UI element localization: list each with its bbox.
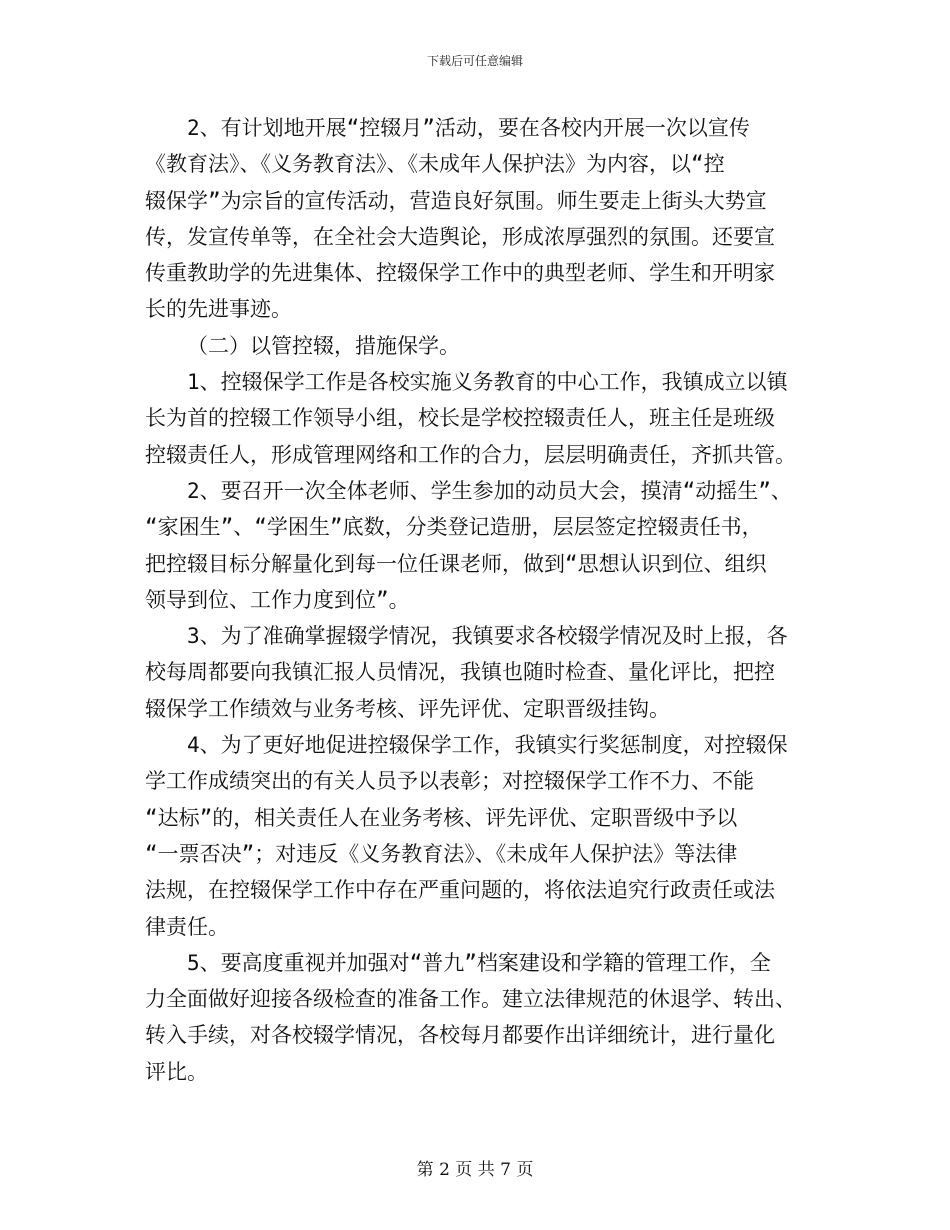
text-line: 校每周都要向我镇汇报人员情况，我镇也随时检查、量化评比，把控 xyxy=(145,660,775,685)
page-header: 下载后可任意编辑 xyxy=(426,54,523,68)
text-line: 传，发宣传单等，在全社会大造舆论，形成浓厚强烈的氛围。还要宣 xyxy=(145,224,775,249)
text-line: 法规，在控辍保学工作中存在严重问题的，将依法追究行政责任或法 xyxy=(145,878,775,903)
text-line: 领导到位、工作力度到位”。 xyxy=(145,587,410,612)
page-footer: 第 2 页 共 7 页 xyxy=(416,1160,534,1180)
text-line: 3、为了准确掌握辍学情况，我镇要求各校辍学情况及时上报，各 xyxy=(187,624,788,649)
text-line: 传重教助学的先进集体、控辍保学工作中的典型老师、学生和开明家 xyxy=(145,261,775,286)
text-line: 控辍责任人，形成管理网络和工作的合力，层层明确责任，齐抓共管。 xyxy=(145,442,796,467)
text-line: 辍保学”为宗旨的宣传活动，营造良好氛围。师生要走上街头大势宣 xyxy=(145,188,767,213)
document-body xyxy=(145,110,810,1090)
text-line: 1、控辍保学工作是各校实施义务教育的中心工作，我镇成立以镇 xyxy=(187,370,788,395)
text-line: 辍保学工作绩效与业务考核、评先评优、定职晋级挂钩。 xyxy=(145,696,670,721)
text-line: 评比。 xyxy=(145,1059,208,1084)
text-line: “家困生”、“学困生”底数，分类登记造册，层层签定控辍责任书， xyxy=(145,515,763,540)
text-line: 力全面做好迎接各级检查的准备工作。建立法律规范的休退学、转出、 xyxy=(145,987,796,1012)
text-line: 律责任。 xyxy=(145,914,229,939)
text-line: 学工作成绩突出的有关人员予以表彰；对控辍保学工作不力、不能 xyxy=(145,769,754,794)
text-line: 4、为了更好地促进控辍保学工作，我镇实行奖惩制度，对控辍保 xyxy=(187,733,788,758)
text-line: 2、要召开一次全体老师、学生参加的动员大会，摸清“动摇生”、 xyxy=(187,478,792,503)
text-line: 5、要高度重视并加强对“普九”档案建设和学籍的管理工作，全 xyxy=(187,950,771,975)
text-line: 转入手续，对各校辍学情况，各校每月都要作出详细统计，进行量化 xyxy=(145,1023,775,1048)
text-line: 长为首的控辍工作领导小组，校长是学校控辍责任人，班主任是班级 xyxy=(145,406,775,431)
text-line: 2、有计划地开展“控辍月”活动，要在各校内开展一次以宣传 xyxy=(187,116,750,140)
text-line: “达标”的，相关责任人在业务考核、评先评优、定职晋级中予以 xyxy=(145,805,738,830)
text-line: 把控辍目标分解量化到每一位任课老师，做到“思想认识到位、组织 xyxy=(145,551,767,576)
text-line: “一票否决”；对违反《义务教育法》、《未成年人保护法》等法律 xyxy=(145,841,738,866)
text-line: 长的先进事迹。 xyxy=(145,297,292,322)
text-line: （二）以管控辍，措施保学。 xyxy=(187,333,460,358)
text-line: 《教育法》、《义务教育法》、《未成年人保护法》为内容，以“控 xyxy=(145,152,725,177)
